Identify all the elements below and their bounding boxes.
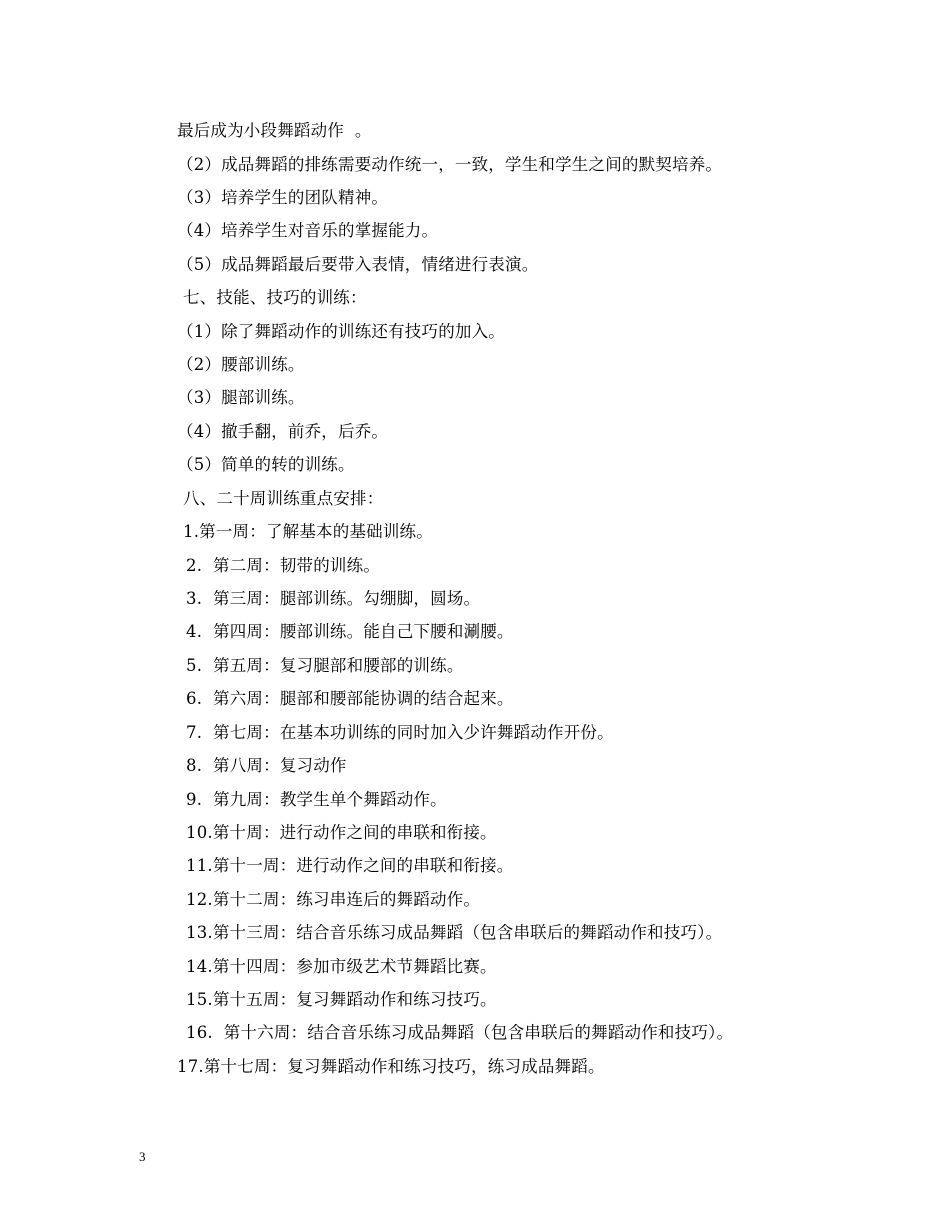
week-item-14: 14.第十四周：参加市级艺术节舞蹈比赛。 — [186, 957, 497, 976]
week-item-9: 9. 第九周：教学生单个舞蹈动作。 — [186, 790, 447, 809]
week-item-10: 10.第十周：进行动作之间的串联和衔接。 — [186, 823, 497, 842]
text-line-3: （3）培养学生的团队精神。 — [177, 188, 389, 207]
week-item-13: 13.第十三周：结合音乐练习成品舞蹈（包含串联后的舞蹈动作和技巧）。 — [186, 923, 723, 942]
week-item-11: 11.第十一周：进行动作之间的串联和衔接。 — [186, 856, 514, 875]
text-line-4: （4）培养学生对音乐的掌握能力。 — [177, 221, 439, 240]
week-item-7: 7. 第七周：在基本功训练的同时加入少许舞蹈动作开份。 — [186, 723, 614, 742]
text-line-11: （5）简单的转的训练。 — [177, 455, 355, 474]
week-item-5: 5. 第五周：复习腿部和腰部的训练。 — [186, 656, 464, 675]
week-item-4: 4. 第四周：腰部训练。能自己下腰和涮腰。 — [186, 622, 514, 641]
section-heading-8: 八、二十周训练重点安排： — [183, 489, 384, 508]
text-line-7: （1）除了舞蹈动作的训练还有技巧的加入。 — [177, 322, 505, 341]
week-item-1: 1.第一周：了解基本的基础训练。 — [183, 522, 433, 541]
text-line-2: （2）成品舞蹈的排练需要动作统一，一致，学生和学生之间的默契培养。 — [177, 155, 723, 174]
page-number: 3 — [139, 1149, 146, 1164]
week-item-15: 15.第十五周：复习舞蹈动作和练习技巧。 — [186, 990, 497, 1009]
week-item-12: 12.第十二周：练习串连后的舞蹈动作。 — [186, 890, 481, 909]
text-line-9: （3）腿部训练。 — [177, 388, 305, 407]
week-item-17: 17.第十七周：复习舞蹈动作和练习技巧，练习成品舞蹈。 — [177, 1057, 605, 1076]
section-heading-7: 七、技能、技巧的训练： — [183, 288, 367, 307]
text-line-1: 最后成为小段舞蹈动作 。 — [177, 121, 372, 140]
text-line-10: （4）撤手翻，前乔，后乔。 — [177, 422, 389, 441]
week-item-6: 6. 第六周：腿部和腰部能协调的结合起来。 — [186, 689, 514, 708]
week-item-16: 16. 第十六周：结合音乐练习成品舞蹈（包含串联后的舞蹈动作和技巧）。 — [186, 1023, 734, 1042]
week-item-2: 2. 第二周：韧带的训练。 — [186, 556, 381, 575]
week-item-3: 3. 第三周：腿部训练。勾绷脚，圆场。 — [186, 589, 481, 608]
week-item-8: 8. 第八周：复习动作 — [186, 756, 347, 775]
text-line-5: （5）成品舞蹈最后要带入表情，情绪进行表演。 — [177, 255, 539, 274]
text-line-8: （2）腰部训练。 — [177, 355, 305, 374]
